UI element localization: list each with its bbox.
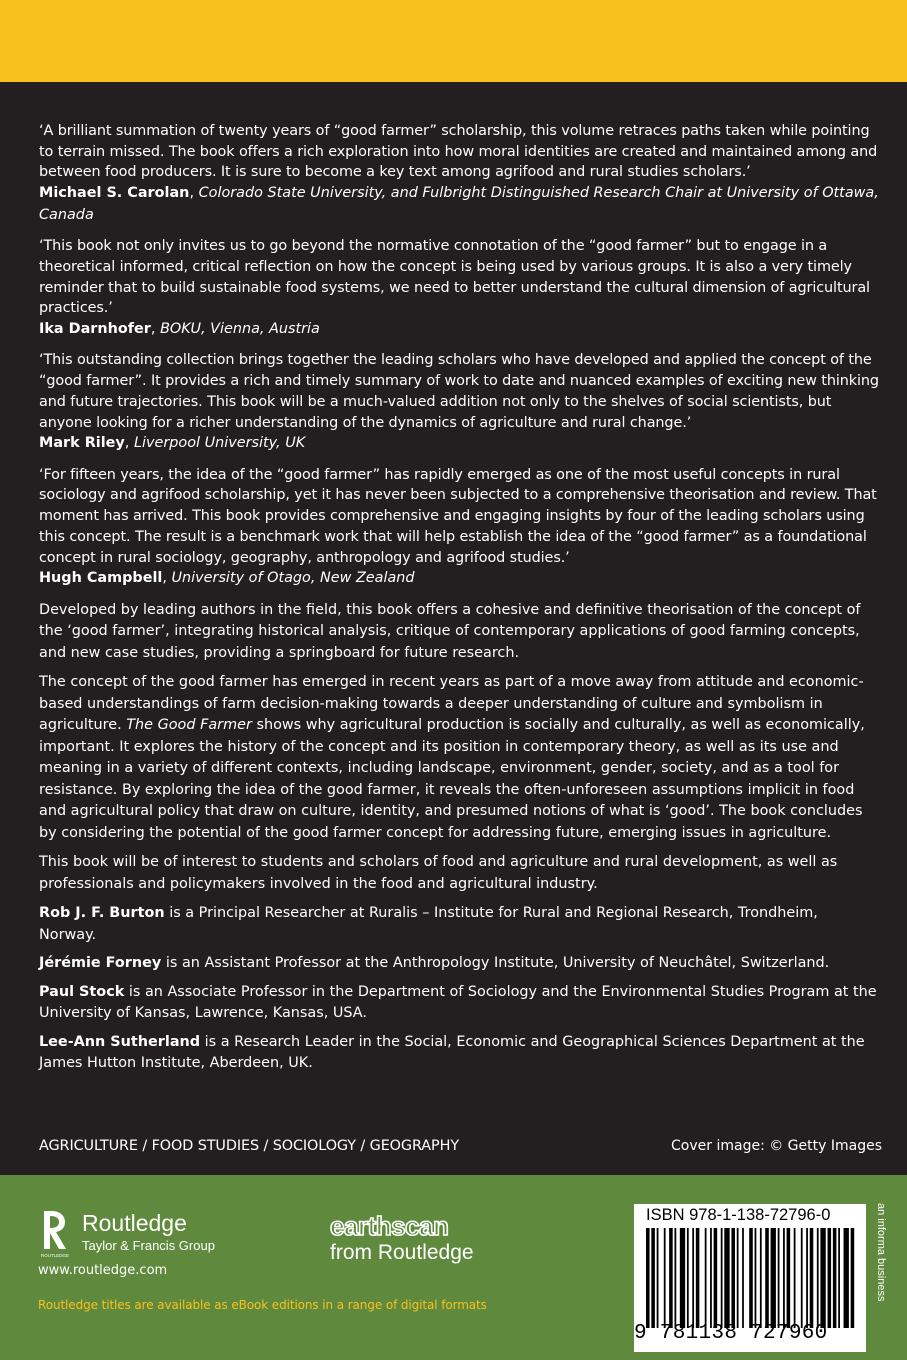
endorser-affiliation: Colorado State University, and Fulbright Distinguished Research Chair at University of Ottawa, Canada [39, 185, 879, 223]
endorser-name: Michael S. Carolan [39, 185, 190, 202]
imprint-name: earthscan [330, 1211, 449, 1241]
barcode-bar [737, 1228, 739, 1328]
barcode-bar [714, 1228, 718, 1328]
description-paragraph-3: This book will be of interest to students and scholars of food and agriculture and rural development, as well as professionals and policymakers involved in the food and agricultural industry. [39, 854, 838, 892]
publisher-name: Routledge [82, 1210, 187, 1236]
imprint-from: from Routledge [330, 1241, 474, 1264]
barcode-bar [783, 1228, 785, 1328]
endorsement-attribution: Michael S. Carolan, Colorado State University, and Fulbright Distinguished Research Chair at University of Ottawa, Canada [39, 185, 879, 223]
barcode-bar [731, 1228, 735, 1328]
endorsement-text: ‘For fifteen years, the idea of the “good farmer” has rapidly emerged as one of the most useful concepts in rural sociology and agrifood scholarship, yet it has never been subjected to a comprehensive theorisation and review. That moment has arrived. This book provides comprehensive and engaging insights by four of the leading scholars using this concept. The result is a benchmark work that will help establish the idea of the “good farmer” as a foundational concept in rural sociology, geography, anthropology and agrifood studies.’ [39, 466, 877, 566]
author-bio [39, 953, 879, 975]
cover-image-credit: Cover image: © Getty Images [671, 1138, 882, 1154]
top-color-band [0, 0, 907, 82]
endorsement-2 [39, 236, 879, 340]
description-text: The concept of the good farmer has emerged in recent years as part of a move away from attitude and economic-based understandings of farm decision-making towards a deeper understanding of culture and symbolism in agriculture. [39, 674, 864, 734]
barcode-bar [674, 1228, 676, 1328]
author-name: Lee-Ann Sutherland [39, 1033, 201, 1050]
barcode-bar [680, 1228, 685, 1328]
barcode-bar [817, 1228, 819, 1328]
barcode-bar [820, 1228, 825, 1328]
author-bio-text: is an Associate Professor in the Department of Sociology and the Environmental Studies Program at the University of Kansas, Lawrence, Kansas, USA. [39, 983, 877, 1022]
barcode-bar [810, 1228, 814, 1328]
endorsement-attribution: Ika Darnhofer, BOKU, Vienna, Austria [39, 320, 320, 337]
informa-tagline [872, 1203, 890, 1352]
barcode-bar [646, 1228, 650, 1328]
barcode-bar [828, 1228, 832, 1328]
informa-text: an informa business [875, 1203, 887, 1302]
endorser-affiliation: University of Otago, New Zealand [171, 570, 415, 587]
barcode-bar [724, 1228, 729, 1328]
author-name: Rob J. F. Burton [39, 905, 165, 922]
endorsement-text: ‘A brilliant summation of twenty years of “good farmer” scholarship, this volume retraces paths taken while pointing to terrain missed. The book offers a rich exploration into how moral identities are created and maintained among and between food producers. It is sure to become a key text among agrifood and rural studies scholars.’ [39, 123, 878, 181]
barcode-digits: 9 781138 727960 [634, 1322, 828, 1345]
endorsement-3 [39, 350, 879, 454]
barcode-bar [806, 1228, 808, 1328]
barcode-bar [705, 1228, 707, 1328]
endorser-name: Hugh Campbell [39, 570, 163, 587]
description-text: shows why agricultural production is socially and culturally, as well as economically, important. It explores the history of the concept and its position in contemporary theory, as well as its use and meaning in a variety of different contexts, including landscape, environment, gender, society, and as a tool for resistance. By exploring the idea of the good farmer, it reveals the often-unforeseen assumptions implicit in food and agricultural policy that draw on culture, identity, and presumed notions of what is ‘good’. The book concludes by considering the potential of the good farmer concept for addressing future, emerging issues in agriculture. [39, 717, 865, 841]
publisher-url[interactable]: www.routledge.com [38, 1263, 168, 1278]
barcode-bar [755, 1228, 757, 1328]
endorsement-text: ‘This outstanding collection brings together the leading scholars who have developed and applied the concept of the “good farmer”. It provides a rich and timely summary of work to date and nuanced examples of exciting new thinking and future trajectories. This book will be a much-valued addition not only to the shelves of social scientists, but anyone looking for a richer understanding of the dynamics of agriculture and rural change.’ [39, 352, 879, 431]
ebook-availability-note: Routledge titles are available as eBook editions in a range of digital formats [38, 1298, 487, 1312]
endorsement-attribution: Mark Riley, Liverpool University, UK [39, 435, 306, 452]
barcode-bar [657, 1228, 659, 1328]
barcode-bar [749, 1228, 753, 1328]
barcode-bar [794, 1228, 796, 1328]
barcode-bar [801, 1228, 803, 1328]
endorsement-attribution: Hugh Campbell, University of Otago, New Zealand [39, 570, 415, 587]
barcode-bar [844, 1228, 849, 1328]
barcode-bar [651, 1228, 655, 1328]
endorser-name: Ika Darnhofer [39, 320, 151, 337]
author-bio-text: is a Principal Researcher at Ruralis – Institute for Rural and Regional Research, Trondheim, Norway. [39, 905, 818, 943]
author-name: Paul Stock [39, 983, 125, 1000]
barcode-bar [778, 1228, 780, 1328]
barcode-bar [851, 1228, 855, 1328]
routledge-logo [38, 1207, 238, 1259]
endorser-affiliation: Liverpool University, UK [133, 435, 306, 452]
earthscan-logo [330, 1211, 500, 1273]
barcode-bar [833, 1228, 837, 1328]
author-bio-text: is an Assistant Professor at the Anthropology Institute, University of Neuchâtel, Switzerland. [161, 955, 830, 972]
author-bio [39, 903, 879, 946]
routledge-mark-text: ROUTLEDGE [41, 1253, 70, 1258]
barcode-bar [765, 1228, 769, 1328]
endorsement-4 [39, 465, 879, 590]
barcode-bar [721, 1228, 723, 1328]
endorser-name: Mark Riley [39, 435, 125, 452]
barcode-icon [646, 1228, 856, 1328]
endorser-affiliation: BOKU, Vienna, Austria [160, 320, 320, 337]
barcode-bar [787, 1228, 791, 1328]
routledge-mark-icon [38, 1207, 76, 1259]
description-paragraph-2 [39, 672, 879, 844]
barcode-bar [710, 1228, 712, 1328]
book-title: The Good Farmer [126, 717, 252, 734]
back-cover-text [39, 121, 879, 1082]
isbn-label: ISBN 978-1-138-72796-0 [646, 1206, 831, 1224]
barcode-bar [692, 1228, 694, 1328]
barcode-bar [669, 1228, 673, 1328]
isbn-barcode-box [634, 1204, 866, 1352]
barcode-bar [687, 1228, 689, 1328]
author-bio-text: is a Research Leader in the Social, Economic and Geographical Sciences Department at the James Hutton Institute, Aberdeen, UK. [39, 1033, 865, 1072]
barcode-bar [771, 1228, 776, 1328]
barcode-bar [696, 1228, 700, 1328]
publisher-group: Taylor & Francis Group [82, 1238, 215, 1253]
subject-categories: AGRICULTURE / FOOD STUDIES / SOCIOLOGY / GEOGRAPHY [39, 1138, 460, 1154]
barcode-bar [742, 1228, 744, 1328]
author-bio [39, 982, 879, 1025]
author-bio [39, 1032, 879, 1075]
barcode-bar [760, 1228, 762, 1328]
endorsement-1 [39, 121, 879, 226]
endorsement-text: ‘This book not only invites us to go beyond the normative connotation of the “good farmer” but to engage in a theoretical informed, critical reflection on how the concept is being used by various groups. It is also a very timely reminder that to build sustainable food systems, we need to better understand the cultural dimension of agricultural practices.’ [39, 238, 870, 317]
description-paragraph-1: Developed by leading authors in the field, this book offers a cohesive and definitive theorisation of the concept of the ‘good farmer’, integrating historical analysis, critique of contemporary applications of good farming concepts, and new case studies, providing a springboard for future research. [39, 601, 861, 661]
author-name: Jérémie Forney [39, 955, 162, 972]
barcode-bar [664, 1228, 666, 1328]
barcode-bar [838, 1228, 840, 1328]
